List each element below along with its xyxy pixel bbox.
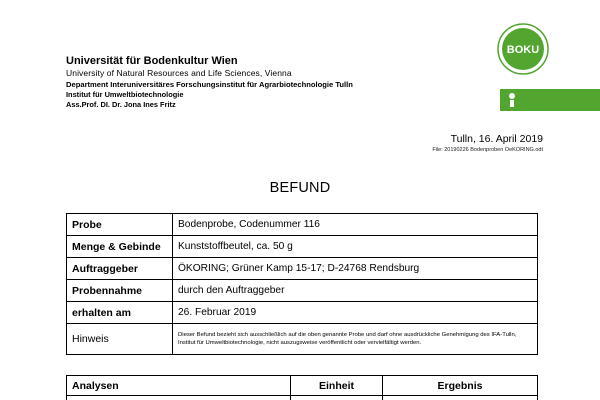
table-cell <box>291 396 383 400</box>
probennahme-label: Probennahme <box>67 280 173 302</box>
erhalten-value: 26. Februar 2019 <box>173 302 538 324</box>
ergebnis-header: Ergebnis <box>383 376 538 396</box>
auftraggeber-value: ÖKORING; Grüner Kamp 15-17; D-24768 Rendsburg <box>173 258 538 280</box>
analysen-header: Analysen <box>67 376 291 396</box>
table-row <box>67 302 538 324</box>
table-cell <box>67 396 291 400</box>
table-row <box>67 324 538 355</box>
document-title: BEFUND <box>269 180 331 196</box>
university-english-name: University of Natural Resources and Life Sciences, Vienna <box>66 68 292 78</box>
letterhead <box>66 55 496 110</box>
department-name: Department Interuniversitäres Forschungsinstitut für Agrarbiotechnologie Tulln <box>66 80 353 89</box>
logo-text: BOKU <box>506 44 540 56</box>
probe-value: Bodenprobe, Codenummer 116 <box>173 214 538 236</box>
table-header-row <box>67 376 538 396</box>
file-reference: File: 20190226 Bodenproben OeKORING.odt <box>432 147 543 153</box>
auftraggeber-label: Auftraggeber <box>67 258 173 280</box>
sample-info-table <box>66 213 538 355</box>
menge-label: Menge & Gebinde <box>67 236 173 258</box>
table-row <box>67 236 538 258</box>
einheit-header: Einheit <box>291 376 383 396</box>
table-cell <box>383 396 538 400</box>
institute-name: Institut für Umweltbiotechnologie <box>66 90 184 99</box>
menge-value: Kunststoffbeutel, ca. 50 g <box>173 236 538 258</box>
table-row <box>67 396 538 400</box>
professor-name: Ass.Prof. DI. Dr. Jona Ines Fritz <box>66 100 176 109</box>
info-icon <box>505 92 519 108</box>
probe-label: Probe <box>67 214 173 236</box>
university-name: Universität für Bodenkultur Wien <box>66 55 238 67</box>
table-row <box>67 214 538 236</box>
analyses-table <box>66 375 538 400</box>
probennahme-value: durch den Auftraggeber <box>173 280 538 302</box>
table-row <box>67 280 538 302</box>
erhalten-label: erhalten am <box>67 302 173 324</box>
document-date: Tulln, 16. April 2019 <box>450 133 543 145</box>
boku-logo <box>497 23 549 75</box>
hinweis-label: Hinweis <box>67 324 173 355</box>
table-row <box>67 258 538 280</box>
hinweis-value: Dieser Befund bezieht sich ausschließlich auf die oben genannte Probe und darf ohne ausdrückliche Genehmigung des IFA-Tulln, Institut für Umweltbiotechnologie, nicht auszugsweise veröffentlicht oder vervielfältigt werden. <box>173 324 538 355</box>
